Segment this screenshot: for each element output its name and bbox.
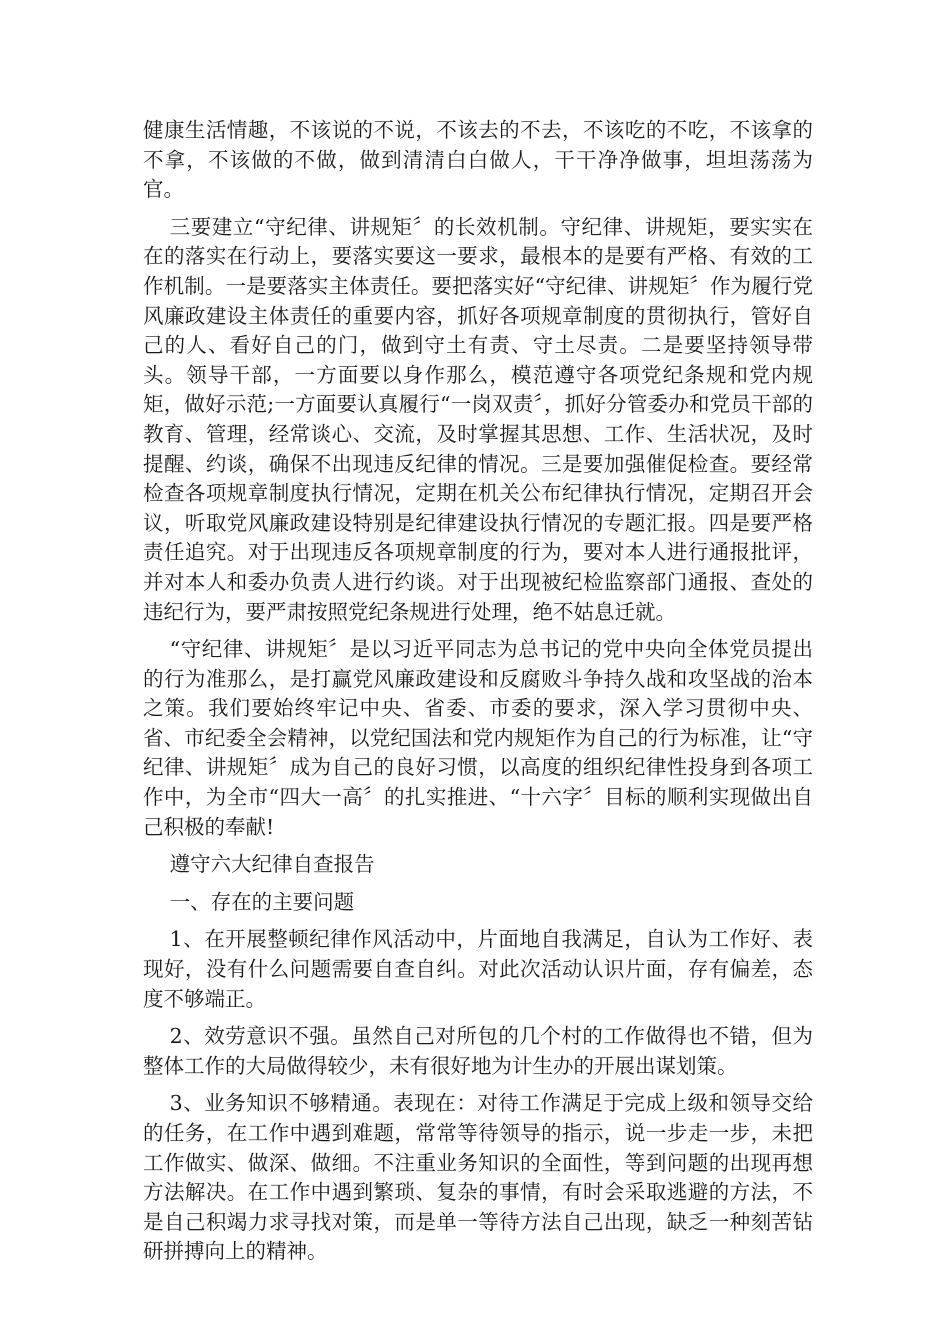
paragraph-long-term-mechanism: 三要建立“守纪律、讲规矩〞的长效机制。守纪律、讲规矩，要实实在在的落实在行动上，要落实要这一要求，最根本的是要有严格、有效的工作机制。一是要落实主体责任。要把落实好“守纪律、讲规矩〞作为履行党风廉政建设主体责任的重要内容，抓好各项规章制度的贯彻执行，管好自己的人、看好自己的门，做到守土有责、守土尽责。二是要坚持领导带头。领导干部，一方面要以身作那么，模范遵守各项党纪条规和党内规矩，做好示范;一方面要认真履行“一岗双责〞，抓好分管委办和党员干部的教育、管理，经常谈心、交流，及时掌握其思想、工作、生活状况，及时提醒、约谈，确保不出现违反纪律的情况。三是要加强催促检查。要经常检查各项规章制度执行情况，定期在机关公布纪律执行情况，定期召开会议，听取党风廉政建设特别是纪律建设执行情况的专题汇报。四是要严格责任追究。对于出现违反各项规章制度的行为，要对本人进行通报批评，并对本人和委办负责人进行约谈。对于出现被纪检监察部门通报、查处的违纪行为，要严肃按照党纪条规进行处理，绝不姑息迁就。 — [143, 214, 813, 624]
paragraph-continuation: 健康生活情趣，不该说的不说，不该去的不去，不该吃的不吃，不该拿的不拿，不该做的不做，做到清清白白做人，干干净净做事，坦坦荡荡为官。 — [143, 118, 813, 202]
list-item-3: 3、业务知识不够精通。表现在：对待工作满足于完成上级和领导交给的任务，在工作中遇到难题，常常等待领导的指示，说一步走一步，未把工作做实、做深、做细。不注重业务知识的全面性，等到问题的出现再想方法解决。在工作中遇到繁琐、复杂的事情，有时会采取逃避的方法，不是自己积竭力求寻找对策，而是单一等待方法自己出现，缺乏一种刻苦钻研拼搏向上的精神。 — [143, 1091, 813, 1264]
list-item-2: 2、效劳意识不强。虽然自己对所包的几个村的工作做得也不错，但为整体工作的大局做得较少，未有很好地为计生办的开展出谋划策。 — [143, 1024, 813, 1078]
list-item-1: 1、在开展整顿纪律作风活动中，片面地自我满足，自认为工作好、表现好，没有什么问题需要自查自纠。对此次活动认识片面，存有偏差，态度不够端正。 — [143, 927, 813, 1011]
section-title: 遵守六大纪律自查报告 — [169, 852, 375, 877]
section-heading-problems: 一、存在的主要问题 — [169, 889, 355, 914]
paragraph-discipline-rules: “守纪律、讲规矩〞是以习近平同志为总书记的党中央向全体党员提出的行为准那么，是打赢党风廉政建设和反腐败斗争持久战和攻坚战的治本之策。我们要始终牢记中央、省委、市委的要求，深入学习贯彻中央、省、市纪委全会精神，以党纪国法和党内规矩作为自己的行为标准，让“守纪律、讲规矩〞成为自己的良好习惯，以高度的组织纪律性投身到各项工作中，为全市“四大一高〞的扎实推进、“十六字〞目标的顺利实现做出自己积极的奉献! — [143, 637, 813, 839]
document-body — [143, 116, 813, 1275]
